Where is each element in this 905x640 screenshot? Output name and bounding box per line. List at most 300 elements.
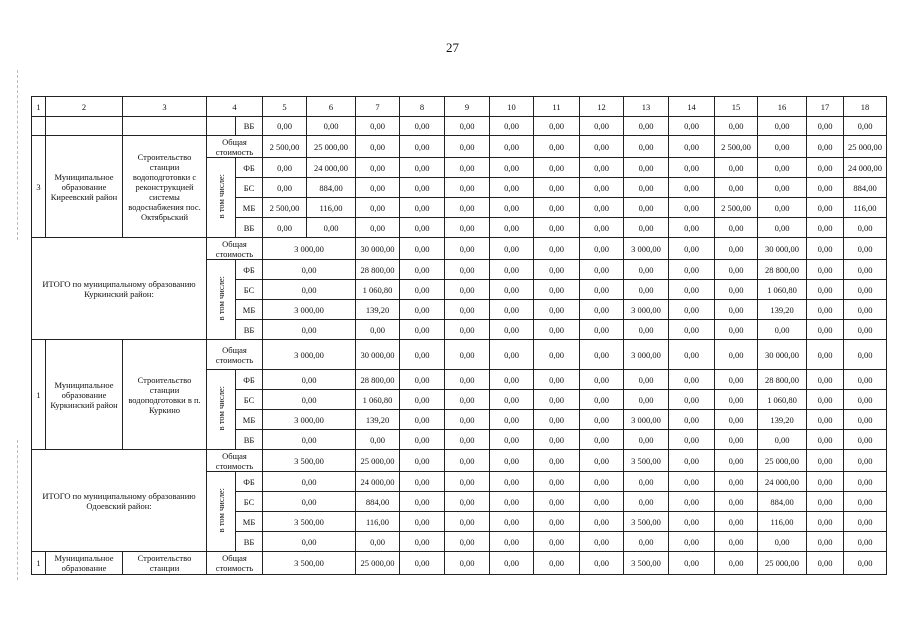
value-cell: 28 800,00 <box>356 370 400 390</box>
value-cell: 0,00 <box>844 300 887 320</box>
value-cell: 0,00 <box>624 198 669 218</box>
object-cell <box>123 117 207 136</box>
value-cell: 0,00 <box>580 320 624 340</box>
source-code-cell: ВБ <box>236 430 263 450</box>
header-cell: 6 <box>307 97 356 117</box>
value-cell: 0,00 <box>669 492 715 512</box>
vert-label-cell <box>207 117 236 136</box>
municipality-cell: Муниципальное образование Киреевский район <box>46 136 123 238</box>
value-cell: 0,00 <box>490 532 534 552</box>
value-cell: 0,00 <box>844 410 887 430</box>
value-cell: 0,00 <box>715 532 758 552</box>
row-number: 3 <box>32 136 46 238</box>
value-cell: 116,00 <box>758 512 807 532</box>
value-cell: 0,00 <box>400 340 445 370</box>
value-cell: 0,00 <box>715 552 758 575</box>
value-cell: 0,00 <box>624 158 669 178</box>
header-cell: 12 <box>580 97 624 117</box>
value-cell: 0,00 <box>669 320 715 340</box>
value-cell: 139,20 <box>356 300 400 320</box>
value-cell: 0,00 <box>400 136 445 158</box>
value-cell: 0,00 <box>624 117 669 136</box>
source-code-cell: МБ <box>236 410 263 430</box>
value-cell: 0,00 <box>624 260 669 280</box>
value-cell: 0,00 <box>669 390 715 410</box>
value-cell: 0,00 <box>758 532 807 552</box>
value-cell: 0,00 <box>669 340 715 370</box>
value-cell: 0,00 <box>356 430 400 450</box>
value-cell: 0,00 <box>580 280 624 300</box>
source-code-cell: ВБ <box>236 218 263 238</box>
value-cell: 0,00 <box>580 532 624 552</box>
value-cell: 0,00 <box>715 238 758 260</box>
source-code-cell: МБ <box>236 512 263 532</box>
value-cell: 0,00 <box>624 320 669 340</box>
value-cell: 0,00 <box>445 410 490 430</box>
value-cell: 0,00 <box>534 492 580 512</box>
value-cell: 25 000,00 <box>758 450 807 472</box>
value-cell: 0,00 <box>807 552 844 575</box>
value-cell: 0,00 <box>715 117 758 136</box>
value-cell: 0,00 <box>445 552 490 575</box>
value-cell: 0,00 <box>669 450 715 472</box>
value-cell: 0,00 <box>490 450 534 472</box>
value-cell: 0,00 <box>263 532 356 552</box>
value-cell: 0,00 <box>844 512 887 532</box>
total-cost-label: Общая стоимость <box>207 238 263 260</box>
value-cell: 0,00 <box>356 178 400 198</box>
source-code-cell: БС <box>236 390 263 410</box>
value-cell: 0,00 <box>356 158 400 178</box>
value-cell: 0,00 <box>356 532 400 552</box>
value-cell: 0,00 <box>669 472 715 492</box>
value-cell: 0,00 <box>669 117 715 136</box>
value-cell: 0,00 <box>844 390 887 410</box>
value-cell: 0,00 <box>490 472 534 492</box>
value-cell: 0,00 <box>758 218 807 238</box>
value-cell: 0,00 <box>715 370 758 390</box>
value-cell: 0,00 <box>400 512 445 532</box>
value-cell: 0,00 <box>758 158 807 178</box>
value-cell: 0,00 <box>263 492 356 512</box>
value-cell: 3 000,00 <box>263 238 356 260</box>
margin-mark-top <box>17 70 19 240</box>
value-cell: 0,00 <box>715 340 758 370</box>
value-cell: 0,00 <box>807 280 844 300</box>
value-cell: 25 000,00 <box>758 552 807 575</box>
value-cell: 0,00 <box>445 300 490 320</box>
value-cell: 0,00 <box>263 370 356 390</box>
value-cell: 0,00 <box>807 218 844 238</box>
value-cell: 0,00 <box>715 472 758 492</box>
value-cell: 0,00 <box>580 430 624 450</box>
value-cell: 24 000,00 <box>844 158 887 178</box>
value-cell: 0,00 <box>534 158 580 178</box>
value-cell: 0,00 <box>715 280 758 300</box>
value-cell: 0,00 <box>580 390 624 410</box>
value-cell: 0,00 <box>807 320 844 340</box>
value-cell: 0,00 <box>307 218 356 238</box>
value-cell: 0,00 <box>807 340 844 370</box>
value-cell: 0,00 <box>624 492 669 512</box>
value-cell: 0,00 <box>624 178 669 198</box>
value-cell: 2 500,00 <box>715 198 758 218</box>
page-number: 27 <box>446 40 459 55</box>
header-cell: 4 <box>207 97 263 117</box>
object-cell: Строительство станции водоподготовки в п. Куркино <box>123 340 207 450</box>
value-cell: 0,00 <box>758 320 807 340</box>
value-cell: 0,00 <box>445 178 490 198</box>
value-cell: 0,00 <box>758 178 807 198</box>
value-cell: 0,00 <box>400 300 445 320</box>
value-cell: 24 000,00 <box>356 472 400 492</box>
total-row <box>32 238 887 260</box>
value-cell: 0,00 <box>844 430 887 450</box>
row-number: 1 <box>32 340 46 450</box>
value-cell: 0,00 <box>807 472 844 492</box>
value-cell: 0,00 <box>715 260 758 280</box>
source-code-cell: ФБ <box>236 472 263 492</box>
value-cell: 0,00 <box>844 492 887 512</box>
header-cell: 13 <box>624 97 669 117</box>
value-cell: 0,00 <box>807 430 844 450</box>
in-that-number-cell <box>207 158 236 238</box>
value-cell: 0,00 <box>534 410 580 430</box>
value-cell: 0,00 <box>445 492 490 512</box>
in-that-number-label: в том числе: <box>216 174 226 219</box>
value-cell: 0,00 <box>490 300 534 320</box>
value-cell: 116,00 <box>844 198 887 218</box>
value-cell: 0,00 <box>490 158 534 178</box>
value-cell: 0,00 <box>669 218 715 238</box>
value-cell: 0,00 <box>534 320 580 340</box>
value-cell: 0,00 <box>263 260 356 280</box>
value-cell: 0,00 <box>715 320 758 340</box>
value-cell: 30 000,00 <box>758 340 807 370</box>
in-that-number-cell <box>207 472 236 552</box>
value-cell: 0,00 <box>807 198 844 218</box>
value-cell: 0,00 <box>490 178 534 198</box>
value-cell: 3 000,00 <box>624 340 669 370</box>
value-cell: 3 000,00 <box>263 300 356 320</box>
value-cell: 116,00 <box>307 198 356 218</box>
value-cell: 3 500,00 <box>263 450 356 472</box>
value-cell: 0,00 <box>580 552 624 575</box>
value-cell: 1 060,80 <box>356 280 400 300</box>
table-row <box>32 552 887 575</box>
source-code-cell: МБ <box>236 300 263 320</box>
value-cell: 0,00 <box>807 158 844 178</box>
value-cell: 0,00 <box>844 450 887 472</box>
value-cell: 0,00 <box>807 410 844 430</box>
value-cell: 0,00 <box>534 238 580 260</box>
value-cell: 0,00 <box>580 450 624 472</box>
table-row <box>32 136 887 158</box>
value-cell: 0,00 <box>400 430 445 450</box>
value-cell: 0,00 <box>580 300 624 320</box>
value-cell: 0,00 <box>624 390 669 410</box>
value-cell: 0,00 <box>844 280 887 300</box>
value-cell: 0,00 <box>400 117 445 136</box>
value-cell: 0,00 <box>445 512 490 532</box>
value-cell: 0,00 <box>580 117 624 136</box>
value-cell: 0,00 <box>263 178 307 198</box>
value-cell: 0,00 <box>758 198 807 218</box>
value-cell: 0,00 <box>624 136 669 158</box>
source-code-cell: ФБ <box>236 370 263 390</box>
value-cell: 0,00 <box>844 532 887 552</box>
value-cell: 0,00 <box>490 136 534 158</box>
value-cell: 0,00 <box>445 370 490 390</box>
value-cell: 0,00 <box>490 370 534 390</box>
value-cell: 139,20 <box>758 300 807 320</box>
value-cell: 0,00 <box>445 136 490 158</box>
value-cell: 0,00 <box>807 178 844 198</box>
value-cell: 0,00 <box>263 158 307 178</box>
value-cell: 30 000,00 <box>356 340 400 370</box>
value-cell: 0,00 <box>844 218 887 238</box>
value-cell: 0,00 <box>580 492 624 512</box>
value-cell: 0,00 <box>669 370 715 390</box>
value-cell: 30 000,00 <box>356 238 400 260</box>
value-cell: 0,00 <box>400 158 445 178</box>
value-cell: 139,20 <box>758 410 807 430</box>
in-that-number-label: в том числе: <box>216 488 226 533</box>
value-cell: 28 800,00 <box>758 260 807 280</box>
value-cell: 0,00 <box>445 117 490 136</box>
municipality-cell <box>46 117 123 136</box>
value-cell: 0,00 <box>580 260 624 280</box>
header-cell: 3 <box>123 97 207 117</box>
value-cell: 0,00 <box>669 136 715 158</box>
source-code-cell: МБ <box>236 198 263 218</box>
value-cell: 0,00 <box>534 136 580 158</box>
value-cell: 0,00 <box>400 472 445 492</box>
value-cell: 3 500,00 <box>624 512 669 532</box>
value-cell: 0,00 <box>356 218 400 238</box>
value-cell: 0,00 <box>534 218 580 238</box>
value-cell: 0,00 <box>490 280 534 300</box>
value-cell: 0,00 <box>624 280 669 300</box>
header-cell: 2 <box>46 97 123 117</box>
value-cell: 0,00 <box>844 320 887 340</box>
value-cell: 0,00 <box>669 280 715 300</box>
margin-mark-bottom <box>17 440 19 580</box>
value-cell: 0,00 <box>534 430 580 450</box>
source-code-cell: БС <box>236 178 263 198</box>
value-cell: 0,00 <box>844 260 887 280</box>
value-cell: 0,00 <box>534 260 580 280</box>
value-cell: 3 000,00 <box>624 238 669 260</box>
value-cell: 1 060,80 <box>758 280 807 300</box>
value-cell: 0,00 <box>669 198 715 218</box>
value-cell: 0,00 <box>490 238 534 260</box>
value-cell: 3 000,00 <box>263 340 356 370</box>
value-cell: 0,00 <box>758 117 807 136</box>
value-cell: 25 000,00 <box>356 552 400 575</box>
value-cell: 0,00 <box>400 492 445 512</box>
value-cell: 0,00 <box>715 450 758 472</box>
header-cell: 17 <box>807 97 844 117</box>
value-cell: 3 500,00 <box>263 552 356 575</box>
total-title: ИТОГО по муниципальному образованию Одоевский район: <box>32 450 207 552</box>
value-cell: 0,00 <box>580 410 624 430</box>
value-cell: 116,00 <box>356 512 400 532</box>
value-cell: 0,00 <box>807 390 844 410</box>
value-cell: 0,00 <box>445 320 490 340</box>
value-cell: 25 000,00 <box>307 136 356 158</box>
value-cell: 0,00 <box>624 532 669 552</box>
value-cell: 0,00 <box>400 238 445 260</box>
value-cell: 0,00 <box>490 410 534 430</box>
value-cell: 0,00 <box>445 238 490 260</box>
value-cell: 0,00 <box>715 492 758 512</box>
municipality-cell: Муниципальное образование Куркинский район <box>46 340 123 450</box>
value-cell: 0,00 <box>490 492 534 512</box>
source-code-cell: ВБ <box>236 117 263 136</box>
value-cell: 0,00 <box>534 300 580 320</box>
value-cell: 0,00 <box>844 117 887 136</box>
value-cell: 0,00 <box>534 198 580 218</box>
value-cell: 2 500,00 <box>263 198 307 218</box>
header-cell: 9 <box>445 97 490 117</box>
table-row <box>32 340 887 370</box>
value-cell: 0,00 <box>715 430 758 450</box>
value-cell: 0,00 <box>534 512 580 532</box>
value-cell: 3 000,00 <box>624 410 669 430</box>
in-that-number-cell <box>207 370 236 450</box>
value-cell: 0,00 <box>715 218 758 238</box>
value-cell: 0,00 <box>534 178 580 198</box>
value-cell: 0,00 <box>263 218 307 238</box>
value-cell: 0,00 <box>669 178 715 198</box>
value-cell: 0,00 <box>580 472 624 492</box>
value-cell: 0,00 <box>445 430 490 450</box>
value-cell: 0,00 <box>356 320 400 340</box>
value-cell: 0,00 <box>580 158 624 178</box>
header-cell: 10 <box>490 97 534 117</box>
value-cell: 0,00 <box>534 280 580 300</box>
value-cell: 30 000,00 <box>758 238 807 260</box>
value-cell: 0,00 <box>624 370 669 390</box>
value-cell: 0,00 <box>624 430 669 450</box>
value-cell: 0,00 <box>490 260 534 280</box>
value-cell: 3 500,00 <box>624 450 669 472</box>
value-cell: 0,00 <box>534 552 580 575</box>
source-code-cell: ВБ <box>236 320 263 340</box>
value-cell: 0,00 <box>534 390 580 410</box>
value-cell: 0,00 <box>624 472 669 492</box>
value-cell: 0,00 <box>400 218 445 238</box>
value-cell: 0,00 <box>445 472 490 492</box>
value-cell: 0,00 <box>490 198 534 218</box>
value-cell: 0,00 <box>807 532 844 552</box>
value-cell: 0,00 <box>400 320 445 340</box>
value-cell: 0,00 <box>445 198 490 218</box>
value-cell: 0,00 <box>669 512 715 532</box>
value-cell: 0,00 <box>356 198 400 218</box>
value-cell: 0,00 <box>400 450 445 472</box>
value-cell: 0,00 <box>400 552 445 575</box>
value-cell: 1 060,80 <box>758 390 807 410</box>
value-cell: 0,00 <box>400 532 445 552</box>
value-cell: 0,00 <box>490 117 534 136</box>
object-cell <box>123 552 207 575</box>
value-cell: 0,00 <box>807 238 844 260</box>
value-cell: 0,00 <box>807 492 844 512</box>
value-cell: 24 000,00 <box>758 472 807 492</box>
value-cell: 0,00 <box>490 552 534 575</box>
value-cell: 0,00 <box>490 340 534 370</box>
value-cell: 0,00 <box>534 117 580 136</box>
value-cell: 0,00 <box>534 340 580 370</box>
value-cell: 0,00 <box>263 472 356 492</box>
in-that-number-label: в том числе: <box>216 386 226 431</box>
value-cell: 0,00 <box>669 532 715 552</box>
value-cell: 0,00 <box>490 512 534 532</box>
value-cell: 0,00 <box>445 390 490 410</box>
value-cell: 0,00 <box>715 178 758 198</box>
in-that-number-label: в том числе: <box>216 276 226 321</box>
value-cell: 3 000,00 <box>263 410 356 430</box>
value-cell: 0,00 <box>758 136 807 158</box>
value-cell: 24 000,00 <box>307 158 356 178</box>
value-cell: 0,00 <box>580 136 624 158</box>
value-cell: 0,00 <box>807 136 844 158</box>
value-cell: 0,00 <box>669 552 715 575</box>
value-cell: 0,00 <box>624 218 669 238</box>
header-cell: 18 <box>844 97 887 117</box>
value-cell: 0,00 <box>715 512 758 532</box>
value-cell: 139,20 <box>356 410 400 430</box>
num-cell <box>32 117 46 136</box>
header-cell: 15 <box>715 97 758 117</box>
value-cell: 0,00 <box>580 340 624 370</box>
source-code-cell: ФБ <box>236 158 263 178</box>
municipality-text: Муниципальное образование <box>54 553 114 573</box>
object-cell: Строительство станции водоподготовки с реконструкцией системы водоснабжения пос. Октябрьский <box>123 136 207 238</box>
value-cell: 0,00 <box>356 136 400 158</box>
value-cell: 0,00 <box>580 218 624 238</box>
header-cell: 7 <box>356 97 400 117</box>
value-cell: 0,00 <box>445 218 490 238</box>
value-cell: 0,00 <box>844 238 887 260</box>
value-cell: 0,00 <box>490 218 534 238</box>
object-text: Строительство станции <box>137 553 192 573</box>
value-cell: 0,00 <box>534 472 580 492</box>
value-cell: 0,00 <box>400 410 445 430</box>
total-cost-label: Общая стоимость <box>207 450 263 472</box>
value-cell: 28 800,00 <box>356 260 400 280</box>
header-cell: 5 <box>263 97 307 117</box>
value-cell: 3 500,00 <box>263 512 356 532</box>
header-row <box>32 97 887 117</box>
value-cell: 3 000,00 <box>624 300 669 320</box>
value-cell: 0,00 <box>580 370 624 390</box>
value-cell: 0,00 <box>669 260 715 280</box>
value-cell: 0,00 <box>715 158 758 178</box>
value-cell: 0,00 <box>844 472 887 492</box>
value-cell: 0,00 <box>307 117 356 136</box>
value-cell: 0,00 <box>807 300 844 320</box>
source-code-cell: БС <box>236 280 263 300</box>
value-cell: 0,00 <box>807 117 844 136</box>
value-cell: 884,00 <box>758 492 807 512</box>
value-cell: 0,00 <box>445 280 490 300</box>
value-cell: 0,00 <box>263 280 356 300</box>
value-cell: 0,00 <box>263 117 307 136</box>
total-cost-label: Общая стоимость <box>207 552 263 575</box>
